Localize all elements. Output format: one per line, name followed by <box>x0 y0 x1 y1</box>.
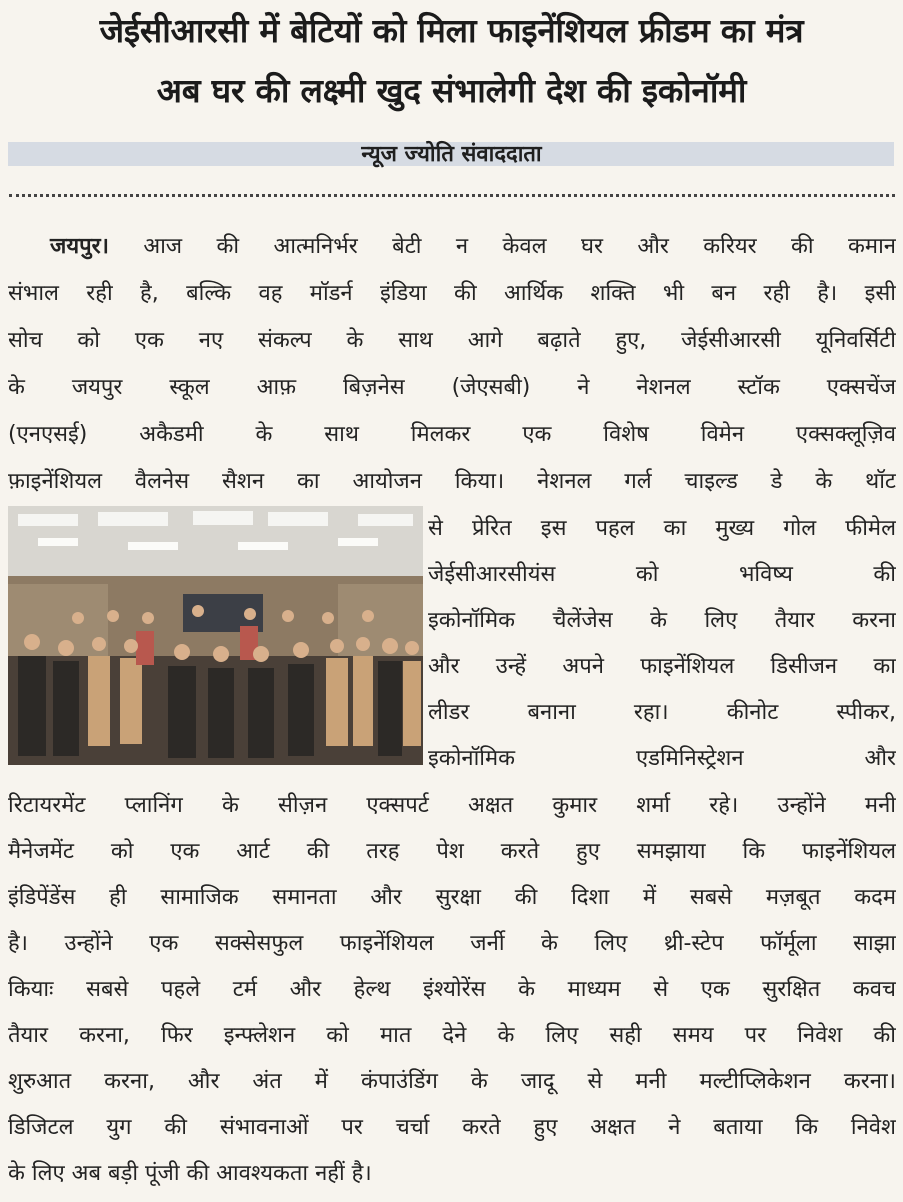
body-line-3: सोच को एक नए संकल्प के साथ आगे बढ़ाते हुए, जेईसीआरसी यूनिवर्सिटी <box>8 328 896 353</box>
dotted-divider <box>9 194 895 197</box>
body-line-12: इकोनॉमिक एडमिनिस्ट्रेशन और <box>428 746 896 771</box>
body-line-8: जेईसीआरसीयंस को भविष्य की <box>428 562 896 587</box>
body-line-19: शुरुआत करना, और अंत में कंपाउंडिंग के जादू से मनी मल्टीप्लिकेशन करना। <box>8 1069 896 1094</box>
byline: न्यूज ज्योति संवाददाता <box>361 142 542 167</box>
body-text: आज की आत्मनिर्भर बेटी न केवल घर और करियर की कमान <box>143 234 896 259</box>
body-line-15: इंडिपेंडेंस ही सामाजिक समानता और सुरक्षा की दिशा में सबसे मज़बूत कदम <box>8 885 896 910</box>
body-line-1 <box>8 231 896 263</box>
body-line-11: लीडर बनाना रहा। कीनोट स्पीकर, <box>428 700 896 725</box>
body-line-7: से प्रेरित इस पहल का मुख्य गोल फीमेल <box>428 516 896 541</box>
body-line-9: इकोनॉमिक चैलेंजेस के लिए तैयार करना <box>428 608 896 633</box>
body-line-14: मैनेजमेंट को एक आर्ट की तरह पेश करते हुए समझाया कि फाइनेंशियल <box>8 839 896 864</box>
body-line-18: तैयार करना, फिर इन्फ्लेशन को मात देने के लिए सही समय पर निवेश की <box>8 1023 896 1048</box>
dateline: जयपुर। <box>50 234 109 259</box>
headline-line-2: अब घर की लक्ष्मी खुद संभालेगी देश की इकोनॉमी <box>156 71 747 110</box>
body-line-10: और उन्हें अपने फाइनेंशियल डिसीजन का <box>428 654 896 679</box>
body-line-17: कियाः सबसे पहले टर्म और हेल्थ इंश्योरेंस के माध्यम से एक सुरक्षित कवच <box>8 977 896 1002</box>
body-line-4: के जयपुर स्कूल आफ़ बिज़नेस (जेएसबी) ने नेशनल स्टॉक एक्सचेंज <box>8 375 896 400</box>
event-group-photo <box>8 506 423 765</box>
body-line-6: फ़ाइनेंशियल वैलनेस सैशन का आयोजन किया। नेशनल गर्ल चाइल्ड डे के थॉट <box>8 469 896 494</box>
group-photo-illustration <box>8 506 423 765</box>
headline-line-1: जेईसीआरसी में बेटियों को मिला फाइनेंशियल फ्रीडम का मंत्र <box>99 11 804 50</box>
body-line-16: है। उन्होंने एक सक्सेसफुल फाइनेंशियल जर्नी के लिए थ्री-स्टेप फॉर्मूला साझा <box>8 931 896 956</box>
body-line-5: (एनएसई) अकैडमी के साथ मिलकर एक विशेष विमेन एक्सक्लूज़िव <box>8 422 896 447</box>
body-line-20: डिजिटल युग की संभावनाओं पर चर्चा करते हुए अक्षत ने बताया कि निवेश <box>8 1115 896 1140</box>
body-line-13: रिटायरमेंट प्लानिंग के सीज़न एक्सपर्ट अक्षत कुमार शर्मा रहे। उन्होंने मनी <box>8 793 896 818</box>
body-line-2: संभाल रही है, बल्कि वह मॉडर्न इंडिया की आर्थिक शक्ति भी बन रही है। इसी <box>8 281 896 306</box>
body-line-21: के लिए अब बड़ी पूंजी की आवश्यकता नहीं है। <box>8 1161 372 1186</box>
